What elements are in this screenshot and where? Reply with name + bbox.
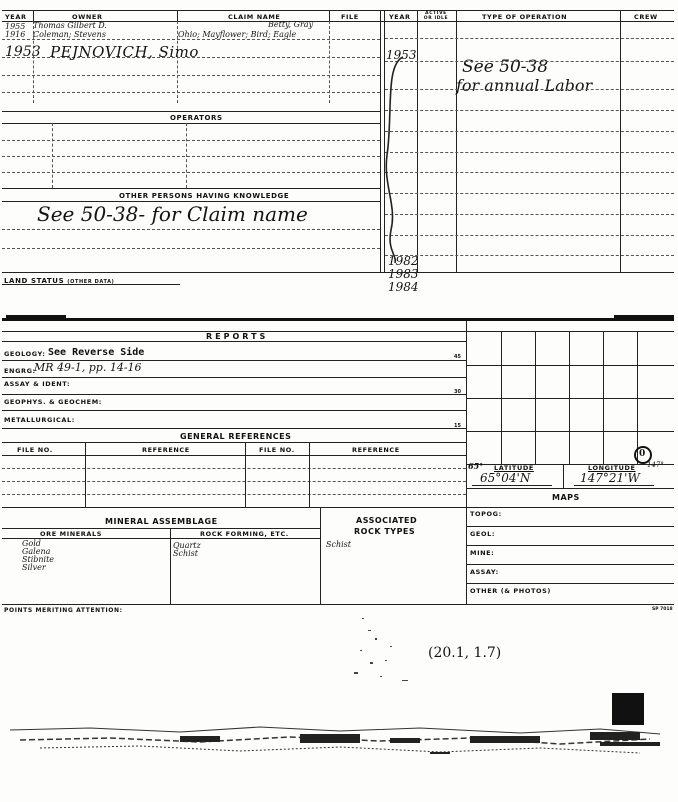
grid-rule: [466, 331, 674, 332]
longitude-value: 147°21'W: [580, 471, 640, 485]
geology-value: See Reverse Side: [48, 347, 145, 358]
owner-row-line: [2, 39, 380, 40]
latitude-underline: [472, 485, 552, 486]
grid-col: [603, 331, 604, 464]
owner-row2-claim: Ohio; Mayflower; Bird; Eagle: [178, 30, 297, 39]
reports-row: [2, 377, 466, 378]
reports-right-border: [466, 321, 467, 507]
op-row-line: [385, 89, 674, 90]
ore-minerals-list: [22, 540, 54, 572]
reports-row: [2, 410, 466, 411]
row-number-15: 15: [454, 423, 461, 429]
operators-row: [2, 156, 380, 157]
other-persons-top-rule: [2, 188, 380, 189]
op-row-line: [385, 110, 674, 111]
coords-note: (20.1, 1.7): [428, 645, 502, 661]
grid-col: [501, 331, 502, 464]
rock-mineral: Schist: [173, 549, 198, 558]
active-col-divider: [456, 10, 457, 272]
op-row-line: [385, 152, 674, 153]
op-row-line: [385, 193, 674, 194]
bottom-scan-smudge: [0, 718, 678, 768]
header-divider: [177, 10, 178, 21]
other-persons-title: OTHER PERSONS HAVING KNOWLEDGE: [119, 192, 290, 200]
ore-mineral: Silver: [22, 563, 46, 572]
engrg-value: MR 49-1, pp. 14-16: [34, 361, 142, 374]
header-divider: [329, 10, 330, 21]
owner-row1-owner: Thomas Gilbert D.: [33, 21, 107, 30]
separator-smudge: [614, 315, 674, 320]
gen-ref-col: [245, 442, 246, 507]
op-row-line: [385, 235, 674, 236]
gen-ref-row: [2, 481, 466, 482]
header-owner: OWNER: [72, 13, 103, 21]
maps-title: MAPS: [552, 493, 580, 502]
rock-forming-list: [173, 542, 201, 558]
other-persons-row: [2, 229, 380, 230]
operators-col: [52, 123, 53, 188]
longitude-underline: [574, 485, 654, 486]
header-active-or-idle: ACTIVE OR IDLE: [423, 11, 449, 21]
minerals-assoc-divider: [320, 507, 321, 604]
owner-row1-claim: Betty, Gray: [268, 20, 314, 29]
latitude-label: LATITUDE: [494, 464, 534, 472]
reports-header-rule: [2, 341, 466, 342]
reports-row: [2, 428, 466, 429]
grid-col: [535, 331, 536, 464]
form-number: SP 7018: [652, 607, 673, 612]
land-status-underline: [2, 284, 180, 285]
right-year-1982: 1982: [388, 254, 419, 268]
longitude-label: LONGITUDE: [588, 464, 636, 472]
owner-row2-owner: Coleman; Stevens: [33, 30, 106, 39]
reports-title: REPORTS: [206, 332, 269, 341]
gen-ref-col: [85, 442, 86, 507]
row-number-30: 30: [454, 389, 461, 395]
header-file: FILE: [341, 13, 359, 21]
header-year-2: YEAR: [389, 13, 411, 21]
maps-geol: GEOL:: [470, 530, 496, 538]
maps-row: [466, 583, 674, 584]
gen-ref-col: [309, 442, 310, 507]
bracket-mark: [381, 55, 411, 265]
points-meriting-attention-label: POINTS MERITING ATTENTION:: [4, 607, 123, 614]
gen-ref-row: [2, 468, 466, 469]
header-crew: CREW: [634, 13, 658, 21]
right-note-1: See 50-38: [462, 57, 549, 77]
ore-minerals-header: ORE MINERALS: [40, 530, 103, 538]
header-divider: [33, 10, 34, 21]
right-note-2: for annual Labor: [456, 76, 593, 95]
separator-smudge: [6, 315, 66, 320]
lon-prefix: 147°: [647, 461, 664, 469]
grid-col: [569, 331, 570, 464]
section-separator: [2, 318, 674, 321]
ore-mineral: Stibnite: [22, 555, 55, 564]
owner-row-line: [2, 92, 380, 93]
grid-rule: [466, 431, 674, 432]
operators-row: [2, 172, 380, 173]
maps-assay: ASSAY:: [470, 568, 499, 576]
associated-header: ASSOCIATED: [356, 516, 418, 525]
gen-ref-file-no-1: FILE NO.: [17, 446, 53, 454]
minerals-header-rule-2: [2, 538, 320, 539]
maps-row: [466, 545, 674, 546]
operators-title: OPERATORS: [170, 114, 223, 122]
rock-types-header: ROCK TYPES: [354, 527, 416, 536]
right-year-1984: 1984: [388, 280, 419, 294]
other-persons-note: See 50-38- for Claim name: [37, 202, 308, 226]
ore-mineral: Gold: [22, 539, 41, 548]
gen-ref-rule: [2, 455, 466, 456]
op-row-line: [385, 214, 674, 215]
op-row-line: [385, 61, 674, 62]
minerals-header-rule: [2, 528, 320, 529]
scan-specks: [340, 610, 450, 690]
minerals-col-divider: [170, 528, 171, 604]
rock-forming-header: ROCK FORMING, ETC.: [200, 530, 289, 538]
op-row-line: [385, 255, 674, 256]
grid-rule: [466, 398, 674, 399]
owner-col-line: [329, 21, 330, 103]
op-row-line: [385, 131, 674, 132]
maps-row: [466, 526, 674, 527]
maps-mine: MINE:: [470, 549, 495, 557]
geophys-label: GEOPHYS. & GEOCHEM:: [4, 398, 102, 406]
general-references-title: GENERAL REFERENCES: [180, 432, 292, 441]
lat-prefix: 65°: [468, 461, 484, 471]
grid-rule: [466, 365, 674, 366]
land-status-label: LAND STATUS (OTHER DATA): [4, 277, 115, 285]
gen-ref-file-no-2: FILE NO.: [259, 446, 295, 454]
assay-ident-label: ASSAY & IDENT:: [4, 380, 71, 388]
gen-ref-row: [2, 494, 466, 495]
gen-ref-rule: [2, 442, 466, 443]
land-status-top-rule: [2, 272, 674, 273]
latitude-value: 65°04'N: [480, 471, 531, 485]
owner-row1-year: 1955: [5, 22, 26, 31]
mineral-assemblage-title: MINERAL ASSEMBLAGE: [105, 517, 218, 526]
op-row-line: [385, 38, 674, 39]
other-persons-row: [2, 248, 380, 249]
metallurgical-label: METALLURGICAL:: [4, 416, 75, 424]
latlon-divider: [563, 464, 564, 488]
maps-row: [466, 564, 674, 565]
operators-row: [2, 140, 380, 141]
owner-row-line: [2, 75, 380, 76]
minerals-top-rule: [2, 507, 674, 508]
ore-mineral: Galena: [22, 547, 51, 556]
header-year: YEAR: [5, 13, 27, 21]
year-col-divider: [417, 10, 418, 272]
maps-left-border: [466, 507, 467, 604]
geology-label: GEOLOGY:: [4, 350, 46, 358]
owner-row2-year: 1916: [5, 30, 26, 39]
engrg-label: ENGRG:: [4, 367, 36, 375]
operators-bottom-rule: [2, 123, 380, 124]
header-top-rule: [2, 10, 674, 11]
gen-ref-reference-1: REFERENCE: [142, 446, 190, 454]
op-row-line: [385, 172, 674, 173]
operators-col: [186, 123, 187, 188]
circle-number: 0: [639, 449, 646, 459]
maps-other: OTHER (& PHOTOS): [470, 587, 551, 595]
header-claim-name: CLAIM NAME: [228, 13, 281, 21]
row-number-45: 45: [454, 354, 461, 360]
right-year: 1953: [386, 48, 417, 62]
rock-mineral: Quartz: [173, 541, 201, 550]
operators-top-rule: [2, 111, 380, 112]
maps-topog: TOPOG:: [470, 510, 502, 518]
reports-row: [2, 394, 466, 395]
crew-col-divider: [620, 10, 621, 272]
right-year-1983: 1983: [388, 267, 419, 281]
owner-row3-owner: PEJNOVICH, Simo: [50, 43, 199, 61]
maps-rule: [466, 488, 674, 489]
gen-ref-reference-2: REFERENCE: [352, 446, 400, 454]
header-type-of-operation: TYPE OF OPERATION: [482, 13, 568, 21]
associated-rock-type: Schist: [326, 540, 351, 549]
owner-row3-year: 1953: [5, 44, 41, 60]
minerals-bottom-rule: [2, 604, 674, 605]
